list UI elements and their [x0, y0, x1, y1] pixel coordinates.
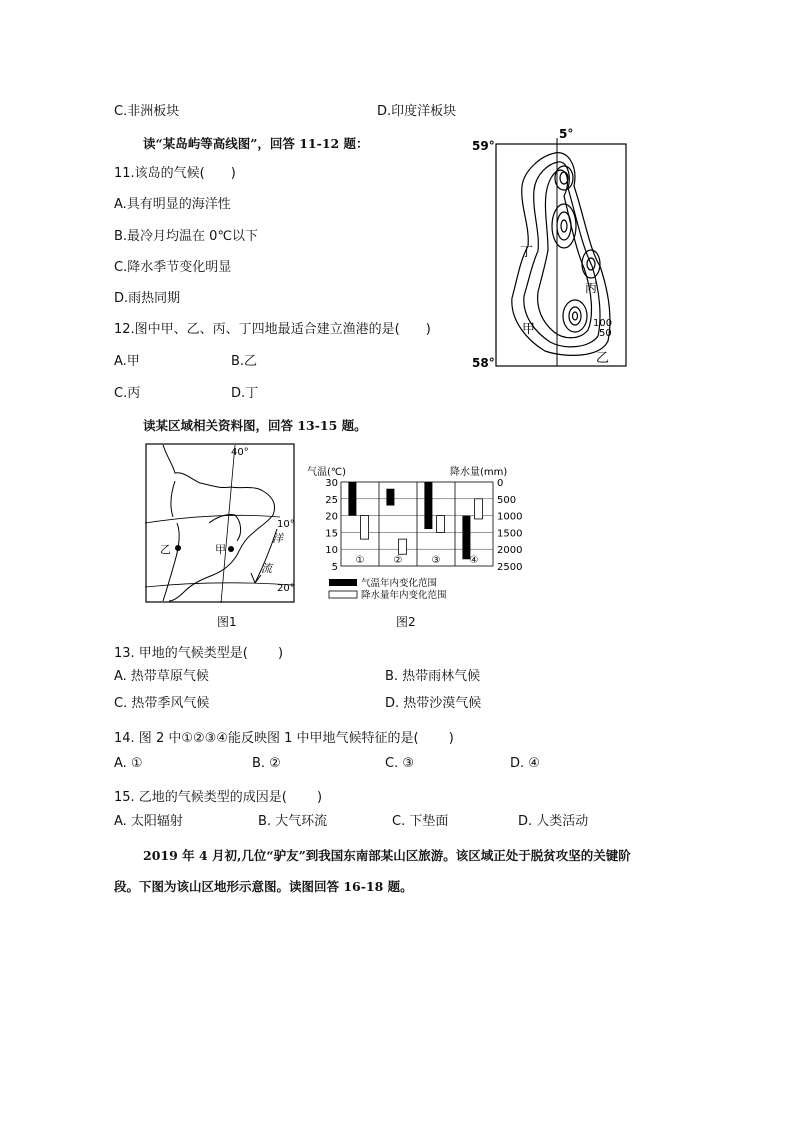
q13-stem: 13. 甲地的气候类型是( ) [114, 646, 284, 661]
q11-stem: 11.该岛的气候( ) [114, 166, 236, 181]
legend-label-precip: 降水量年内变化范围 [361, 590, 447, 601]
contour-label-100: 100 [593, 318, 613, 329]
q12-option-b: B.乙 [231, 354, 258, 369]
q15-option-c: C. 下垫面 [392, 814, 449, 829]
left-tick-label: 25 [325, 494, 338, 506]
place-jia: 甲 [522, 322, 536, 337]
lat-bottom-label: 58° [472, 356, 495, 370]
left-tick-label: 10 [325, 545, 338, 557]
q13-option-b: B. 热带雨林气候 [385, 669, 481, 684]
q15-stem: 15. 乙地的气候类型的成因是( ) [114, 790, 323, 805]
q14-option-b: B. ② [252, 756, 281, 771]
temp-range-bar [386, 489, 394, 506]
temp-range-bar [348, 482, 356, 516]
q13-option-d: D. 热带沙漠气候 [385, 696, 482, 711]
right-axis-title: 降水量(mm) [450, 467, 508, 478]
right-tick-label: 1500 [497, 528, 523, 540]
legend-swatch-temp [329, 579, 357, 586]
right-tick-label: 500 [497, 494, 517, 506]
precip-range-bar [475, 499, 483, 519]
figure-2-chart [303, 462, 528, 606]
lat-40-label: 40° [231, 447, 249, 458]
figure-1-caption: 图1 [217, 615, 237, 629]
intro-16-18-line1: 2019 年 4 月初,几位“驴友”到我国东南部某山区旅游。该区域正处于脱贫攻坚的关键阶 [143, 848, 631, 863]
q11-option-a: A.具有明显的海洋性 [114, 197, 231, 212]
q12-option-a: A.甲 [114, 354, 140, 369]
place-bing: 丙 [585, 281, 598, 295]
precip-range-bar [399, 539, 407, 554]
q12-stem: 12.图中甲、乙、丙、丁四地最适合建立渔港的是( ) [114, 322, 431, 337]
right-tick-label: 2500 [497, 562, 523, 573]
q15-option-b: B. 大气环流 [258, 814, 328, 829]
lat-10-label: 10° [277, 519, 295, 530]
left-tick-label: 30 [325, 478, 338, 489]
q11-option-b: B.最冷月均温在 0℃以下 [114, 229, 259, 244]
lat-20-label: 20° [277, 583, 295, 594]
left-axis-title: 气温(℃) [307, 467, 347, 478]
q15-option-a: A. 太阳辐射 [114, 814, 183, 829]
point-jia: 甲 [215, 543, 226, 556]
q11-option-c: C.降水季节变化明显 [114, 260, 232, 275]
right-tick-label: 2000 [497, 545, 523, 557]
legend-label-temp: 气温年内变化范围 [361, 578, 438, 589]
right-tick-label: 1000 [497, 511, 523, 523]
q14-option-d: D. ④ [510, 756, 540, 771]
figure-2-caption: 图2 [396, 615, 416, 629]
intro-13-15: 读某区域相关资料图，回答 13-15 题。 [143, 418, 367, 433]
temp-range-bar [424, 482, 432, 529]
precip-range-bar [437, 516, 445, 533]
q10-option-c: C.非洲板块 [114, 104, 180, 119]
intro-16-18-line2: 段。下图为该山区地形示意图。读图回答 16-18 题。 [114, 879, 413, 894]
island-contour-map [460, 126, 635, 372]
q11-option-d: D.雨热同期 [114, 291, 181, 306]
q12-option-d: D.丁 [231, 386, 259, 401]
figure-1-map [145, 443, 295, 605]
precip-range-bar [361, 516, 369, 540]
lat-top-label: 59° [472, 139, 495, 153]
q14-stem: 14. 图 2 中①②③④能反映图 1 中甲地气候特征的是( ) [114, 731, 454, 746]
q13-option-a: A. 热带草原气候 [114, 669, 209, 684]
left-tick-label: 20 [325, 511, 338, 523]
current-label: 流 [261, 562, 272, 575]
legend-swatch-precip [329, 591, 357, 598]
left-tick-label: 15 [325, 528, 338, 540]
q14-option-c: C. ③ [385, 756, 414, 771]
q15-option-d: D. 人类活动 [518, 814, 589, 829]
point-yi: 乙 [160, 543, 171, 556]
place-ding: 丁 [520, 245, 534, 260]
place-yi: 乙 [596, 351, 610, 366]
contour-label-50: 50 [599, 328, 612, 339]
station-label: ① [355, 555, 365, 566]
right-tick-label: 0 [497, 478, 504, 489]
q12-option-c: C.丙 [114, 386, 141, 401]
station-label: ③ [431, 555, 441, 566]
q13-option-c: C. 热带季风气候 [114, 696, 210, 711]
ocean-label: 洋 [272, 532, 283, 545]
q10-option-d: D.印度洋板块 [377, 104, 457, 119]
station-label: ④ [469, 555, 479, 566]
left-tick-label: 5 [331, 562, 338, 573]
temp-range-bar [462, 516, 470, 560]
lon-label: 5° [559, 127, 574, 141]
station-label: ② [393, 555, 403, 566]
q14-option-a: A. ① [114, 756, 143, 771]
intro-11-12: 读“某岛屿等高线图”，回答 11-12 题： [143, 136, 369, 151]
